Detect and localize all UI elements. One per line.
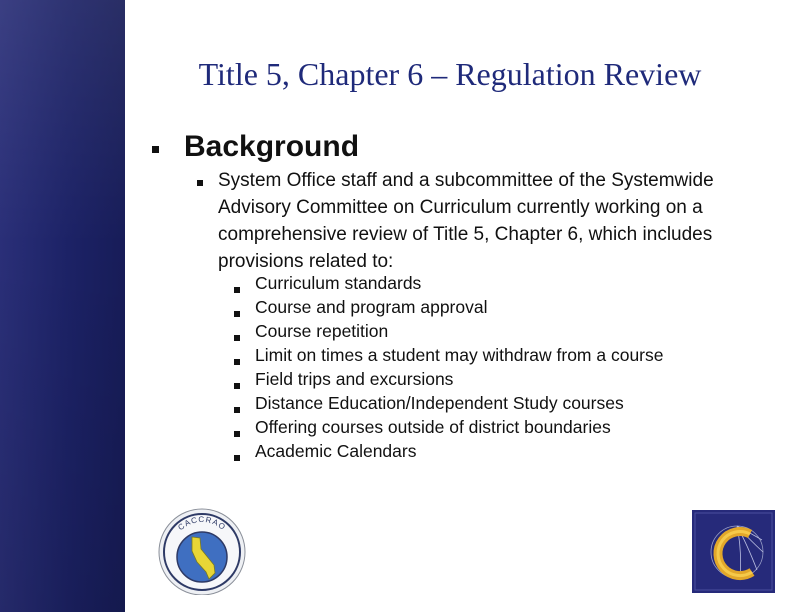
slide-title: Title 5, Chapter 6 – Regulation Review [198, 56, 702, 92]
bullet-icon [234, 359, 240, 365]
bullet-icon [234, 335, 240, 341]
background-paragraph: System Office staff and a subcommittee of the Systemwide Advisory Committee on Curriculum currently working on a comprehensive review of Title 5, Chapter 6, which includes provisions related to: [218, 170, 714, 272]
list-item: Academic Calendars [255, 441, 417, 461]
bullet-icon [197, 180, 203, 186]
bullet-icon [234, 431, 240, 437]
sidebar-sheen [0, 0, 125, 612]
list-item: Field trips and excursions [255, 369, 454, 389]
list-item: Course repetition [255, 321, 389, 341]
svg-text:CACCRAO: CACCRAO [176, 514, 228, 533]
community-colleges-c-logo [692, 510, 775, 593]
list-item: Distance Education/Independent Study courses [255, 393, 624, 413]
sidebar-band [0, 0, 125, 612]
bullet-icon [234, 455, 240, 461]
heading-background: Background [184, 130, 360, 163]
bullet-icon [234, 287, 240, 293]
list-item: Limit on times a student may withdraw from a course [255, 345, 664, 365]
bullet-icon [234, 383, 240, 389]
bullet-icon [234, 407, 240, 413]
california-seal-logo [152, 505, 252, 595]
list-item: Offering courses outside of district boundaries [255, 417, 611, 437]
list-item: Course and program approval [255, 297, 488, 317]
list-item: Curriculum standards [255, 273, 422, 293]
bullet-icon [152, 146, 159, 153]
bullet-icon [234, 311, 240, 317]
